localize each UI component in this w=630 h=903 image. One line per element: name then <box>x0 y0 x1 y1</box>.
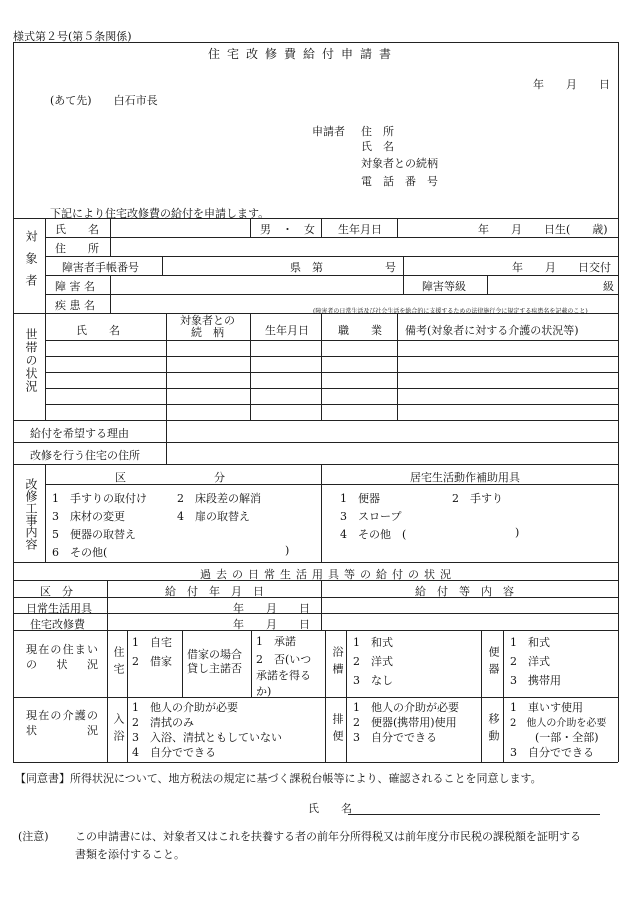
subject-disability-label: 障 害 名 <box>55 280 95 293</box>
past-col-category: 区 分 <box>40 585 73 598</box>
consent-signature-line[interactable] <box>348 814 600 815</box>
addressee: (あて先) 白石市長 <box>50 94 158 107</box>
work-item-toilet[interactable]: 5 便器の取替え <box>52 528 136 541</box>
household-header-remarks: 備考(対象者に対する介護の状況等) <box>405 324 579 337</box>
subject-sex[interactable]: 男 ・ 女 <box>260 223 315 236</box>
work-section-label: 改修工事内容 <box>24 478 38 550</box>
notice-label: (注意) <box>18 830 49 843</box>
subject-section-label: 対象者 <box>24 230 38 296</box>
work-item-other-close: ) <box>285 544 290 557</box>
subject-disease-label: 疾 患 名 <box>55 299 95 312</box>
household-section-label: 世帯の状況 <box>24 328 38 393</box>
care-excretion-self[interactable]: 3 自分でできる <box>353 731 437 744</box>
subject-disease-note: (障害者の日常生活及び社会生活を総合的に支援するための法律施行令に規定する疾患名を記載のこと) <box>313 308 588 315</box>
living-rental-label: 借家の場合 貸し主諾否 <box>187 648 242 675</box>
past-col-date: 給 付 年 月 日 <box>165 585 264 598</box>
work-item-step[interactable]: 2 床段差の解消 <box>177 492 261 505</box>
living-rental-no-2: 承諾を得る <box>256 669 311 682</box>
subject-cert-label: 障害者手帳番号 <box>62 261 139 274</box>
work-item-floor[interactable]: 3 床材の変更 <box>52 510 125 523</box>
subject-cert-issue[interactable]: 年 月 日交付 <box>512 261 611 274</box>
living-bath-japanese[interactable]: 1 和式 <box>353 636 393 649</box>
subject-address-label: 住 所 <box>55 242 99 255</box>
applicant-address-label: 住 所 <box>361 125 394 138</box>
care-bath-wipe[interactable]: 2 清拭のみ <box>132 716 194 729</box>
consent-text: 【同意書】所得状況について、地方税法の規定に基づく課税台帳等により、確認されることを同意します。 <box>15 772 542 785</box>
subject-cert-pref: 県 第 <box>290 261 323 274</box>
subject-grade-unit: 級 <box>603 280 614 293</box>
care-move-label: 移動 <box>487 713 500 747</box>
care-move-help-scope: (一部・全部) <box>535 731 599 744</box>
aid-item-toilet[interactable]: 1 便器 <box>340 492 380 505</box>
subject-grade-label: 障害等級 <box>422 280 466 293</box>
application-date[interactable]: 年 月 日 <box>533 78 610 91</box>
past-row2-date[interactable]: 年 月 日 <box>233 618 310 631</box>
past-title: 過去の日常生活用具等の給付の状況 <box>200 568 456 581</box>
subject-cert-no: 号 <box>385 261 396 274</box>
living-toilet-western[interactable]: 2 洋式 <box>510 655 550 668</box>
care-excretion-portable[interactable]: 2 便器(携帯用)使用 <box>353 716 457 729</box>
living-toilet-portable[interactable]: 3 携帯用 <box>510 674 561 687</box>
aid-item-handrail[interactable]: 2 手すり <box>452 492 503 505</box>
living-toilet-japanese[interactable]: 1 和式 <box>510 636 550 649</box>
living-house-label: 住宅 <box>112 646 125 680</box>
past-row-daily-tools: 日常生活用具 <box>26 602 92 615</box>
care-label: 現在の介護の状況 <box>26 709 98 737</box>
aid-item-slope[interactable]: 3 スロープ <box>340 510 402 523</box>
care-bath-self[interactable]: 4 自分でできる <box>132 746 216 759</box>
work-header-left: 区 分 <box>115 471 225 484</box>
living-house-rent[interactable]: 2 借家 <box>132 655 172 668</box>
applicant-label: 申請者 <box>312 125 345 138</box>
household-header-birth: 生年月日 <box>265 324 309 337</box>
care-excretion-help[interactable]: 1 他人の介助が必要 <box>353 701 459 714</box>
living-bath-label: 浴槽 <box>331 646 344 680</box>
care-bath-label: 入浴 <box>112 713 125 747</box>
form-number: 様式第２号(第５条関係) <box>13 30 132 43</box>
past-col-content: 給 付 等 内 容 <box>415 585 514 598</box>
notice-line-2: 書類を添付すること。 <box>75 848 185 861</box>
living-rental-no[interactable]: 2 否(いつ <box>256 653 312 666</box>
applicant-name-label: 氏 名 <box>361 140 394 153</box>
work-item-other[interactable]: 6 その他( <box>52 546 108 559</box>
past-row-renovation: 住宅改修費 <box>30 618 85 631</box>
subject-birth-value[interactable]: 年 月 日生( 歳) <box>478 223 608 236</box>
care-excretion-label: 排便 <box>331 713 344 747</box>
care-move-help[interactable]: 2 他人の介助を必要 <box>510 718 607 729</box>
household-header-relation: 対象者との 続 柄 <box>180 314 235 339</box>
intro-text: 下記により住宅改修費の給付を申請します。 <box>50 207 270 220</box>
living-rental-no-3: か) <box>256 685 272 698</box>
consent-name-label: 氏 名 <box>308 802 352 815</box>
reason-label: 給付を希望する理由 <box>30 427 129 440</box>
household-header-name: 氏 名 <box>76 324 120 337</box>
work-header-right: 居宅生活動作補助用具 <box>410 471 520 484</box>
target-address-label: 改修を行う住宅の住所 <box>30 449 140 462</box>
applicant-relation-label: 対象者との続柄 <box>361 157 438 170</box>
care-bath-neither[interactable]: 3 入浴、清拭ともしていない <box>132 731 282 744</box>
care-move-self[interactable]: 3 自分でできる <box>510 746 594 759</box>
notice-line-1: この申請書には、対象者又はこれを扶養する者の前年分所得税又は前年度分市民税の課税額を証明する <box>75 830 581 843</box>
living-rental-ok[interactable]: 1 承諾 <box>256 635 296 648</box>
past-row1-date[interactable]: 年 月 日 <box>233 602 310 615</box>
aid-item-other-close: ) <box>515 526 520 539</box>
care-move-wheelchair[interactable]: 1 車いす使用 <box>510 701 583 714</box>
living-toilet-label: 便器 <box>487 646 500 680</box>
applicant-phone-label: 電 話 番 号 <box>361 175 438 188</box>
subject-name-label: 氏 名 <box>55 223 99 236</box>
living-label: 現在の住まいの状況 <box>26 643 98 671</box>
work-item-door[interactable]: 4 扉の取替え <box>177 510 250 523</box>
care-bath-help[interactable]: 1 他人の介助が必要 <box>132 701 238 714</box>
living-bath-none[interactable]: 3 なし <box>353 674 393 687</box>
form-title: 住宅改修費給付申請書 <box>208 47 399 61</box>
aid-item-other[interactable]: 4 その他 ( <box>340 528 407 541</box>
living-bath-western[interactable]: 2 洋式 <box>353 655 393 668</box>
work-item-handrail[interactable]: 1 手すりの取付け <box>52 492 147 505</box>
household-header-job: 職 業 <box>338 324 382 337</box>
living-house-own[interactable]: 1 自宅 <box>132 636 172 649</box>
subject-birth-label: 生年月日 <box>338 223 382 236</box>
